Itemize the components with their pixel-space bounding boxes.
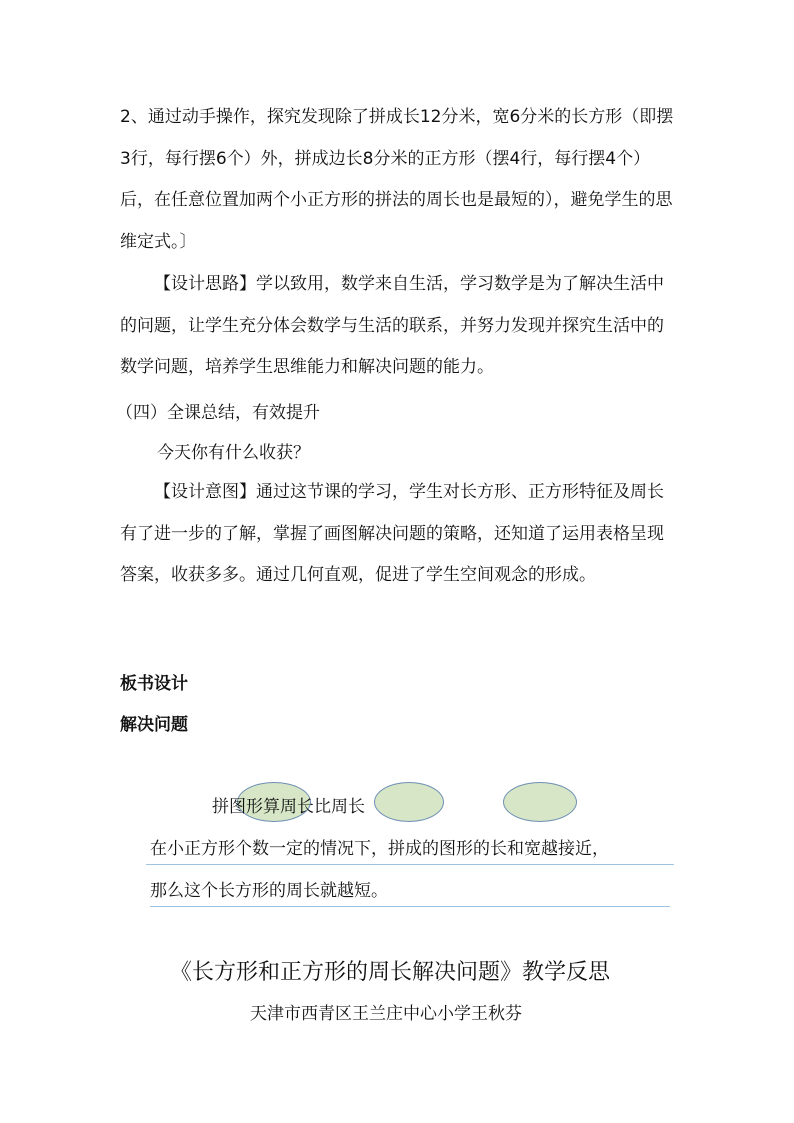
board-conclusion-line-2: 那么这个长方形的周长就越短。 (150, 881, 388, 901)
paragraph-design-idea: 【设计思路】学以致用，数学来自生活，学习数学是为了解决生活中的问题，让学生充分体会数学与生活的联系，并努力发现并探究生活中的数学问题，培养学生思维能力和解决问题的能力。 (120, 274, 664, 377)
underline-1 (146, 864, 674, 865)
board-steps-text: 拼图形算周长比周长 (212, 797, 365, 817)
section-four-heading: （四）全课总结，有效提升 (116, 403, 320, 423)
step-ellipse-2 (374, 782, 444, 822)
board-design-heading: 板书设计 (120, 674, 188, 694)
step-ellipse-3 (503, 782, 577, 822)
underline-2 (150, 906, 670, 907)
paragraph-design-intent: 【设计意图】通过这节课的学习，学生对长方形、正方形特征及周长有了进一步的了解，掌握了画图解决问题的策略，还知道了运用表格呈现答案，收获多多。通过几何直观，促进了学生空间观念的形成。 (120, 482, 664, 585)
reflection-author: 天津市西青区王兰庄中心小学王秋芬 (250, 1004, 522, 1024)
board-conclusion-line-1: 在小正方形个数一定的情况下，拼成的图形的长和宽越接近， (150, 839, 609, 859)
summary-question: 今天你有什么收获？ (157, 443, 310, 463)
reflection-title: 《长方形和正方形的周长解决问题》教学反思 (170, 960, 611, 985)
paragraph-exploration: 2、通过动手操作，探究发现除了拼成长12分米，宽6分米的长方形（即摆3行，每行摆6个）外，拼成边长8分米的正方形（摆4行，每行摆4个）后，在任意位置加两个小正方形的拼法的周长也是最短的），避免学生的思维定式。〕 (120, 107, 674, 252)
board-design-subheading: 解决问题 (120, 715, 188, 735)
